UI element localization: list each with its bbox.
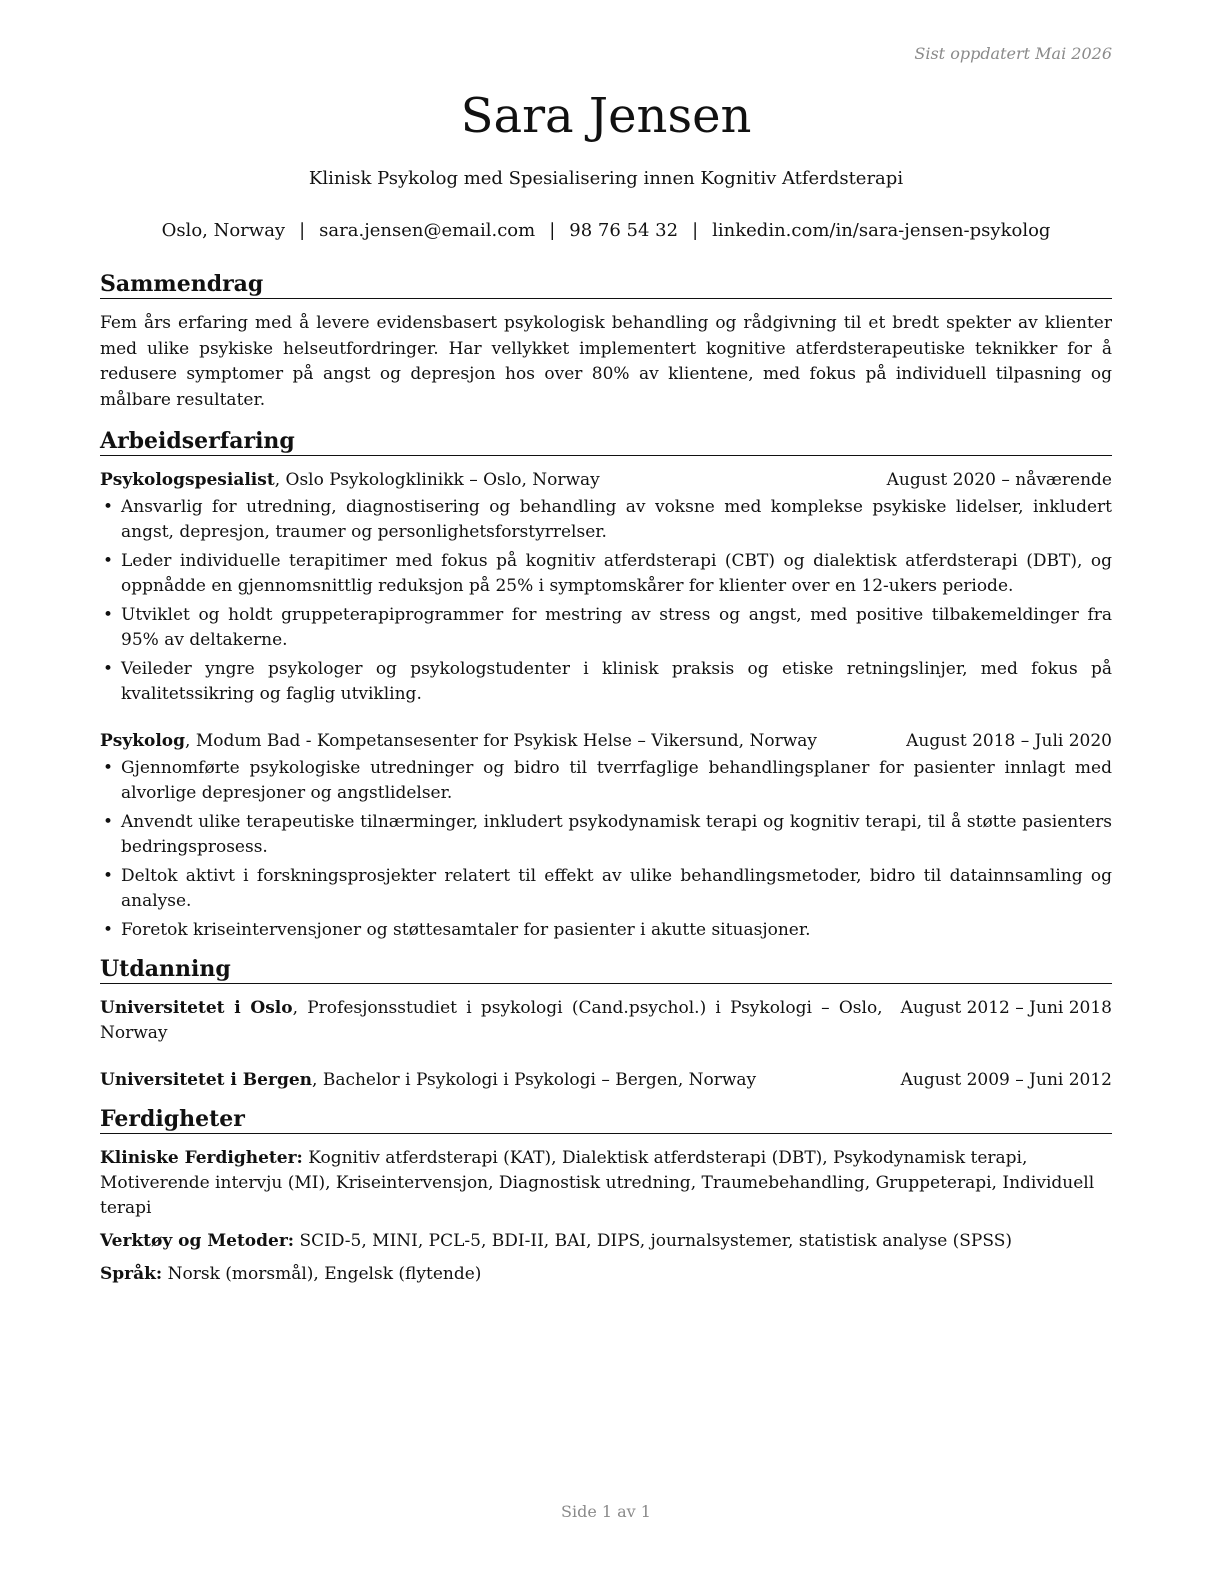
skill-row [100,1146,1112,1221]
list-item [100,495,1112,545]
skill-row [100,1229,1112,1254]
education-entry [100,996,1112,1046]
job-header [100,468,1112,493]
education-date: August 2012 – Juni 2018 [900,998,1112,1018]
skill-label: Verktøy og Metoder: [100,1231,295,1251]
resume-page [100,0,1112,1584]
job-org: , Oslo Psykologklinikk – Oslo, Norway [274,470,600,490]
bullet-icon: • [103,605,114,625]
resume-content [100,270,1112,1295]
skill-label: Språk: [100,1264,163,1284]
contact-location: Oslo, Norway [161,220,286,241]
job-entry [100,468,1112,707]
bullet-text: Leder individuelle terapitimer med fokus på kognitiv atferdsterapi (CBT) og dialektisk atferdsterapi (DBT), og oppnådde en gjennomsnittlig reduksjon på 25% i symptomskårer for klienter over en 12-ukers periode. [121,551,1112,596]
job-date: August 2020 – nåværende [886,470,1112,490]
contact-linkedin[interactable]: linkedin.com/in/sara-jensen-psykolog [712,220,1051,241]
contact-line [100,220,1112,241]
bullet-text: Ansvarlig for utredning, diagnostisering og behandling av voksne med komplekse psykiske lidelser, inkludert angst, depresjon, traumer og personlighetsforstyrrelser. [121,497,1112,542]
skill-row [100,1262,1112,1287]
contact-separator: | [692,220,699,241]
skill-label: Kliniske Ferdigheter: [100,1148,303,1168]
bullet-text: Gjennomførte psykologiske utredninger og bidro til tverrfaglige behandlingsplaner for pasienter innlagt med alvorlige depresjoner og angstlidelser. [121,758,1112,803]
list-item [100,756,1112,806]
job-date: August 2018 – Juli 2020 [906,731,1112,751]
education-detail: , Profesjonsstudiet i psykologi (Cand.psychol.) i Psykologi – Oslo, Norway [100,998,883,1043]
job-header [100,729,1112,754]
bullet-text: Veileder yngre psykologer og psykologstudenter i klinisk praksis og etiske retningslinjer, med fokus på kvalitetssikring og faglig utvikling. [121,659,1112,704]
bullet-icon: • [103,551,114,571]
education-entry [100,1068,1112,1093]
list-item [100,657,1112,707]
job-bullets [100,495,1112,707]
list-item [100,918,1112,943]
candidate-name: Sara Jensen [460,88,752,144]
skill-value: SCID-5, MINI, PCL-5, BDI-II, BAI, DIPS, journalsystemer, statistisk analyse (SPSS) [294,1231,1012,1251]
section-title-education: Utdanning [100,955,1112,984]
bullet-text: Anvendt ulike terapeutiske tilnærminger, inkludert psykodynamisk terapi og kognitiv terapi, til å støtte pasienters bedringsprosess. [121,812,1112,857]
contact-separator: | [549,220,556,241]
bullet-icon: • [103,920,114,940]
skill-value: Kognitiv atferdsterapi (KAT), Dialektisk atferdsterapi (DBT), Psykodynamisk terapi, Motiverende intervju (MI), Kriseintervensjon, Diagnostisk utredning, Traumebehandling, Gruppeterapi, Individuell terapi [100,1148,1095,1218]
bullet-icon: • [103,866,114,886]
bullet-text: Utviklet og holdt gruppeterapiprogrammer for mestring av stress og angst, med positive tilbakemeldinger fra 95% av deltakerne. [121,605,1112,650]
education-detail: , Bachelor i Psykologi i Psykologi – Bergen, Norway [312,1070,757,1090]
headline: Klinisk Psykolog med Spesialisering innen Kognitiv Atferdsterapi [308,168,904,189]
job-role: Psykologspesialist [100,470,275,490]
bullet-icon: • [103,812,114,832]
bullet-icon: • [103,659,114,679]
list-item [100,549,1112,599]
page-number: Side 1 av 1 [561,1502,651,1521]
job-role: Psykolog [100,731,186,751]
summary-text: Fem års erfaring med å levere evidensbasert psykologisk behandling og rådgivning til et bredt spekter av klienter med ulike psykiske helseutfordringer. Har vellykket implementert kognitive atferdsterapeutiske teknikker for å redusere symptomer på angst og depresjon hos over 80% av klientene, med fokus på individuell tilpasning og målbare resultater. [100,313,1112,410]
skill-value: Norsk (morsmål), Engelsk (flytende) [162,1264,482,1284]
list-item [100,864,1112,914]
last-updated: Sist oppdatert Mai 2026 [914,44,1112,63]
education-school: Universitetet i Oslo [100,998,293,1018]
section-title-summary: Sammendrag [100,270,1112,299]
bullet-text: Foretok kriseintervensjoner og støttesamtaler for pasienter i akutte situasjoner. [121,920,811,940]
bullet-text: Deltok aktivt i forskningsprosjekter relatert til effekt av ulike behandlingsmetoder, bidro til datainnsamling og analyse. [121,866,1112,911]
job-bullets [100,756,1112,943]
job-entry [100,729,1112,943]
section-title-skills: Ferdigheter [100,1105,1112,1134]
bullet-icon: • [103,497,114,517]
contact-separator: | [299,220,306,241]
bullet-icon: • [103,758,114,778]
list-item [100,603,1112,653]
contact-email[interactable]: sara.jensen@email.com [319,220,536,241]
section-title-experience: Arbeidserfaring [100,427,1112,456]
list-item [100,810,1112,860]
education-school: Universitetet i Bergen [100,1070,313,1090]
education-date: August 2009 – Juni 2012 [900,1070,1112,1090]
contact-phone: 98 76 54 32 [569,220,679,241]
job-org: , Modum Bad - Kompetansesenter for Psykisk Helse – Vikersund, Norway [185,731,818,751]
